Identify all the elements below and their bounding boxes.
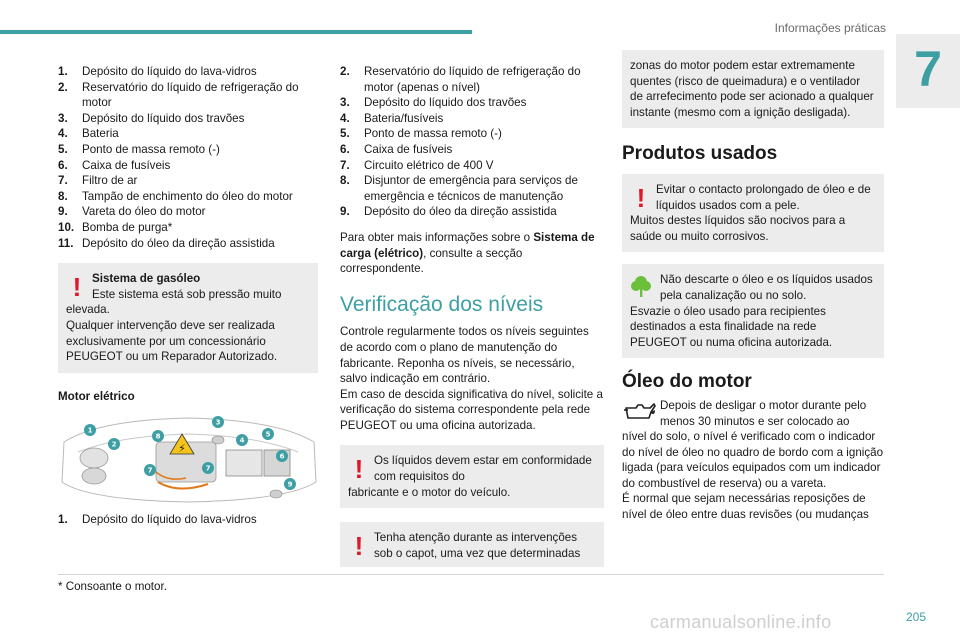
diagram-label-4 [236, 434, 248, 446]
environment-note-line: Não descarte o óleo e os líquidos usados pela canalização ou no solo. [660, 273, 873, 302]
list-item: 1. Depósito do líquido do lava-vidros [58, 513, 257, 526]
list-item: 7. Filtro de ar [58, 174, 138, 188]
section-title-used-products: Produtos usados [622, 143, 778, 165]
list-item: 4. Bateria [58, 127, 119, 141]
used-products-warning-box [622, 174, 884, 252]
chapter-tab [896, 34, 960, 108]
hot-engine-box-continued [622, 50, 884, 128]
svg-text:3: 3 [215, 418, 221, 427]
svg-text:7: 7 [147, 466, 153, 475]
diagram-label-8 [152, 430, 164, 442]
warning-exclamation-icon: ! [636, 182, 646, 213]
list-item: 3. Depósito do líquido dos travões [58, 111, 245, 125]
header-accent-bar [0, 30, 472, 34]
list-item: 9. Depósito do óleo da direção assistida [340, 205, 557, 219]
svg-text:7: 7 [205, 464, 211, 473]
watermark: carmanualsonline.info [650, 612, 832, 632]
used-products-warning-text: Muitos destes líquidos são nocivos para a saúde ou muito corrosivos. [630, 214, 846, 243]
diesel-warning-box [58, 263, 318, 373]
list-item: 5. Ponto de massa remoto (-) [58, 142, 220, 156]
oil-can-icon [622, 400, 656, 422]
column-3 [622, 50, 884, 523]
diagram-label-5 [262, 428, 274, 440]
diagram-label-1 [84, 424, 96, 436]
charging-info-text: Para obter mais informações sobre o Sistema de carga (elétrico), consulte a secção correspondente. [340, 230, 595, 276]
warning-exclamation-icon: ! [354, 454, 364, 485]
section-title-level-check: Verificação dos níveis [340, 292, 544, 316]
list-item: 2. Reservatório do líquido de refrigeração do motor [58, 80, 299, 110]
used-products-warning-line: Evitar o contacto prolongado de óleo e de líquidos usados com a pele. [656, 182, 871, 212]
diagram-label-9 [284, 478, 296, 490]
environment-note-text: Esvazie o óleo usado para recipientes destinados a esta finalidade na rede PEUGEOT ou numa oficina autorizada. [630, 304, 833, 349]
engine-oil-intro: Depois de desligar o motor durante pelo menos 30 minutos e ser colocado ao [660, 398, 867, 428]
level-check-paragraph: Controle regularmente todos os níveis seguintes de acordo com o plano de manutenção do fabricante. Reponha os níveis, se necessário, salvo indicação em contrário. Em caso de descida significativa do nível, solicite a verificação do sistema correspondente pela rede PEUGEOT ou uma oficina autorizada. [340, 325, 603, 432]
diagram-label-7a [144, 464, 156, 476]
svg-text:5: 5 [265, 430, 271, 439]
list-item: 6. Caixa de fusíveis [58, 158, 171, 172]
list-item: 5. Ponto de massa remoto (-) [340, 127, 502, 141]
diagram-label-6 [276, 450, 288, 462]
column-2 [340, 64, 604, 567]
section-title-engine-oil: Óleo do motor [622, 371, 752, 393]
svg-text:6: 6 [279, 452, 285, 461]
column-1 [58, 64, 318, 404]
footnote: * Consoante o motor. [58, 580, 167, 593]
list-item: 2. Reservatório do líquido de refrigeração do motor (apenas o nível) [340, 65, 581, 94]
list-item: 9. Vareta do óleo do motor [58, 205, 206, 219]
column-1-after-diagram [58, 512, 320, 528]
svg-text:1: 1 [87, 426, 93, 435]
svg-text:⚡: ⚡ [178, 442, 186, 455]
diagram-label-3 [212, 416, 224, 428]
eco-tree-icon [630, 274, 652, 298]
charging-system-link: Sistema de carga (elétrico) [340, 230, 595, 260]
footer-divider [58, 574, 884, 575]
diesel-warning-text: elevada. Qualquer intervenção deve ser realizada exclusivamente por um concessionário PEUGEOT ou um Reparador Autorizado. [66, 303, 278, 364]
engine-oil-text: nível do solo, o nível é verificado com o indicador do nível de óleo no quadro de bordo com a ignição ligada (para veículos equipados com um indicador do combustível de reserva) ou a vareta. É normal que sejam necessárias reposições de nível de óleo entre duas revisões (ou mudanças [622, 430, 884, 522]
component-list-2 [340, 64, 604, 220]
list-item: 4. Bateria/fusíveis [340, 111, 444, 125]
header-title: Informações práticas [774, 21, 886, 35]
diesel-warning-title: Sistema de gasóleo [92, 272, 201, 286]
electric-motor-heading: Motor elétrico [58, 389, 135, 403]
warning-exclamation-icon: ! [354, 531, 364, 562]
list-item: 1. Depósito do líquido do lava-vidros [58, 65, 257, 78]
svg-text:8: 8 [155, 432, 161, 441]
list-item: 6. Caixa de fusíveis [340, 142, 453, 156]
list-item: 3. Depósito do líquido dos travões [340, 96, 527, 110]
warning-exclamation-icon: ! [72, 272, 82, 303]
list-item: 8. Disjuntor de emergência para serviços de emergência e técnicos de manutenção [340, 174, 578, 203]
environment-note-box [622, 264, 884, 358]
diesel-warning-line: Este sistema está sob pressão muito [92, 287, 282, 301]
svg-text:9: 9 [287, 480, 293, 489]
list-item: 10. Bomba de purga* [58, 220, 173, 234]
fluids-warning-text: fabricante e o motor do veículo. [348, 485, 511, 499]
hot-engine-text: zonas do motor podem estar extremamente quentes (risco de queimadura) e o ventilador de arrefecimento pode ser acionado a qualquer instante (mesmo com a ignição desligada). [630, 59, 874, 119]
diagram-label-7b [202, 462, 214, 474]
component-list-1 [58, 64, 318, 251]
list-item: 7. Circuito elétrico de 400 V [340, 158, 494, 172]
hood-warning-box [340, 522, 604, 567]
fluids-warning-box [340, 445, 604, 508]
svg-text:4: 4 [239, 436, 245, 445]
svg-text:2: 2 [111, 440, 117, 449]
engine-oil-block [622, 398, 884, 523]
fluids-warning-line: Os líquidos devem estar em conformidade com requisitos do [374, 454, 592, 484]
page-number: 205 [905, 610, 927, 624]
chapter-number: 7 [914, 41, 942, 97]
diagram-label-2 [108, 438, 120, 450]
list-item: 11. Depósito do óleo da direção assistida [58, 236, 275, 250]
hood-warning-text: Tenha atenção durante as intervenções sob o capot, uma vez que determinadas [374, 531, 581, 560]
electric-engine-diagram [58, 412, 320, 506]
list-item: 8. Tampão de enchimento do óleo do motor [58, 189, 293, 203]
